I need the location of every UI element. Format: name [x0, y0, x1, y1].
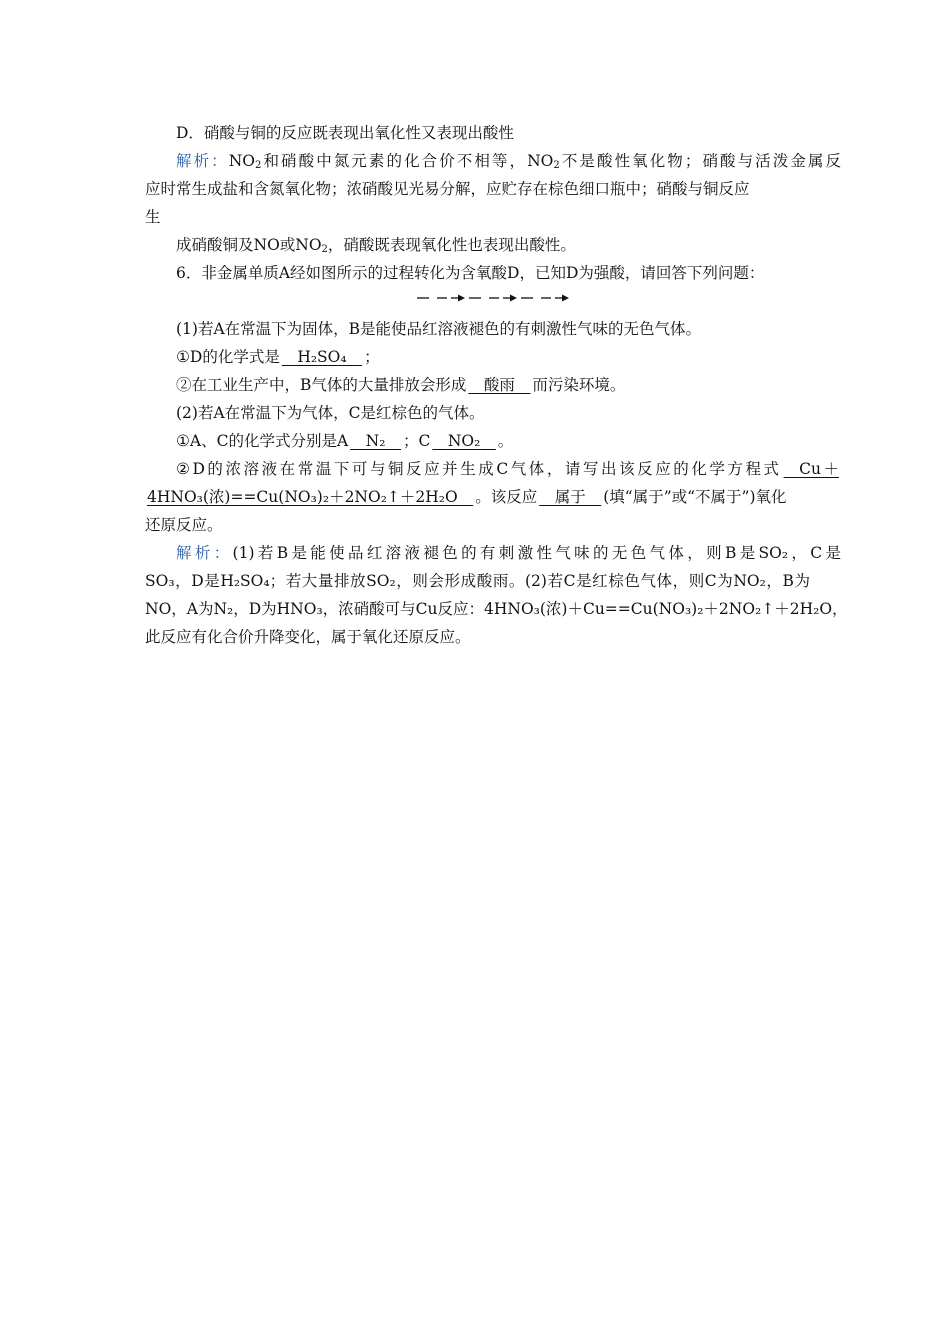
text-segment: 不是酸性氧化物；硝酸与活泼金属反	[559, 152, 841, 170]
answer-text: 4HNO₃(浓)==Cu(NO₃)₂＋2NO₂↑＋2H₂O	[147, 488, 458, 506]
part-1-intro: (1)若A在常温下为固体，B是能使品红溶液褪色的有刺激性气味的无色气体。	[176, 320, 702, 338]
answer-blank	[782, 460, 841, 478]
text-segment: 和硝酸中氮元素的化合价不相等，NO	[261, 152, 554, 170]
flow-arrow-head	[562, 295, 569, 302]
text-segment: ，硝酸既表现氧化性也表现出酸性。	[327, 236, 576, 254]
part-2-question-2-line-3: 还原反应。	[145, 516, 223, 534]
part-1-question-2	[176, 374, 841, 396]
answer-text: 属于	[554, 488, 586, 506]
subscript: 2	[255, 160, 262, 171]
text-segment: ①D的化学式是	[176, 348, 280, 366]
explanation-q6-line-2: SO₃，D是H₂SO₄；若大量排放SO₂，则会形成酸雨。(2)若C是红棕色气体，则C为NO₂，B为	[145, 572, 810, 590]
answer-text: NO₂	[447, 432, 481, 450]
option-d: D．硝酸与铜的反应既表现出氧化性又表现出酸性	[176, 124, 514, 142]
text-segment: ①A、C的化学式分别是A	[176, 432, 349, 450]
conversion-flow-diagram	[415, 290, 570, 306]
text-segment: 。	[497, 432, 514, 450]
flow-arrow-head	[458, 295, 465, 302]
text-segment: (1)若B是能使品红溶液褪色的有刺激性气味的无色气体，则B是SO₂，C是	[232, 544, 841, 562]
text-segment: 而污染环境。	[532, 376, 626, 394]
explanation-q6-line-3: NO，A为N₂，D为HNO₃，浓硝酸可与Cu反应：4HNO₃(浓)＋Cu==Cu(NO₃)₂＋2NO₂↑＋2H₂O，	[145, 600, 848, 618]
part-2-question-2-line-2	[145, 486, 810, 508]
answer-blank	[280, 348, 364, 366]
part-2-question-2-line-1	[176, 458, 841, 480]
text-segment: (填“属于”或“不属于”)氧化	[603, 488, 787, 506]
explanation-label: 解析：	[176, 544, 233, 562]
answer-text: Cu＋	[799, 460, 840, 478]
explanation-q6-line-1	[176, 542, 841, 564]
explanation-q5-line-2: 应时常生成盐和含氮氧化物；浓硝酸见光易分解，应贮存在棕色细口瓶中；硝酸与铜反应	[145, 180, 750, 198]
question-6-stem: 6．非金属单质A经如图所示的过程转化为含氧酸D，已知D为强酸，请回答下列问题：	[176, 264, 765, 282]
answer-text: N₂	[365, 432, 386, 450]
part-2-intro: (2)若A在常温下为气体，C是红棕色的气体。	[176, 404, 485, 422]
subscript: 2	[553, 160, 560, 171]
text-segment: NO	[228, 152, 256, 170]
explanation-q5-line-4	[176, 234, 841, 256]
text-segment: 成硝酸铜及NO或NO	[176, 236, 322, 254]
flow-arrow-head	[510, 295, 517, 302]
text-segment: ；C	[402, 432, 431, 450]
subscript: 2	[321, 244, 328, 255]
explanation-q5-line-1	[176, 150, 841, 172]
part-2-question-1	[176, 430, 841, 452]
text-segment: ；	[364, 348, 380, 366]
explanation-q6-line-4: 此反应有化合价升降变化，属于氧化还原反应。	[145, 628, 471, 646]
explanation-q5-line-3: 生	[145, 208, 161, 226]
answer-blank	[348, 432, 403, 450]
answer-blank	[466, 376, 532, 394]
answer-blank	[430, 432, 497, 450]
text-segment: 。该反应	[475, 488, 538, 506]
explanation-label: 解析：	[176, 152, 229, 170]
answer-blank	[537, 488, 603, 506]
answer-text: 酸雨	[483, 376, 515, 394]
text-segment: ②D的浓溶液在常温下可与铜反应并生成C气体，请写出该反应的化学方程式	[176, 460, 782, 478]
part-1-question-1	[176, 346, 841, 368]
answer-text: H₂SO₄	[297, 348, 347, 366]
answer-blank	[145, 488, 475, 506]
text-segment: ②在工业生产中，B气体的大量排放会形成	[176, 376, 467, 394]
